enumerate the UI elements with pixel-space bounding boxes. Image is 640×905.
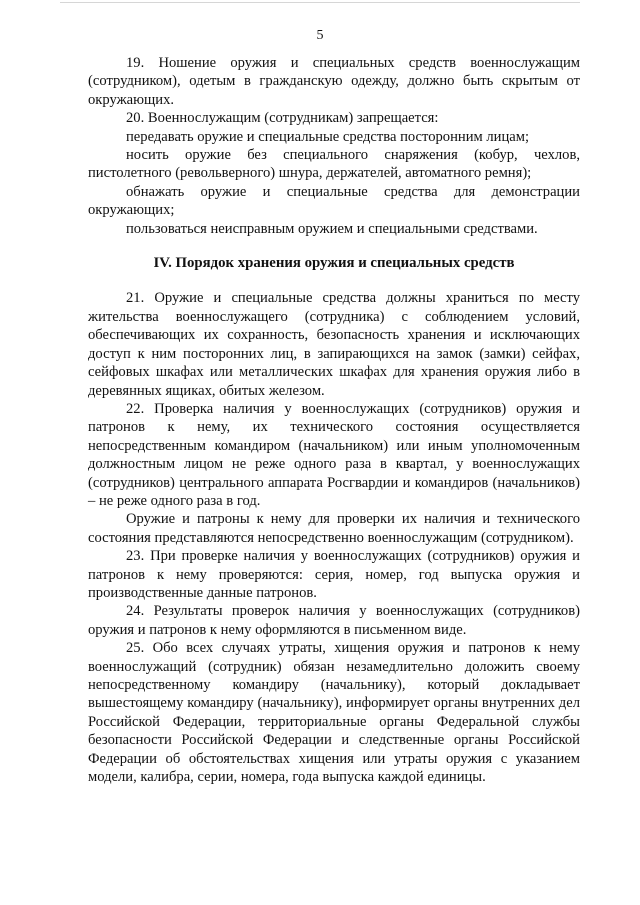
paragraph-21: 21. Оружие и специальные средства должны храниться по месту жительства военнослужащего (сотрудника) с соблюдением условий, обеспечивающих их сохранность, безопасность хранения и исключающих доступ к ним посторонних лиц, в запирающихся на замок (замки) сейфах, сейфовых шкафах или металлических шкафах для хранения оружия либо в деревянных ящиках, обитых железом. [88,290,580,399]
paragraph-22-continuation: Оружие и патроны к нему для проверки их наличия и технического состояния представляются непосредственно военнослужащим (сотрудником). [88,511,580,546]
scan-top-edge [60,2,580,3]
paragraph-22: 22. Проверка наличия у военнослужащих (сотрудников) оружия и патронов к нему, их технического состояния осуществляется непосредственным командиром (начальником) или иным уполномоченным должностным лицом не реже одного раза в квартал, у военнослужащих (сотрудников) центрального аппарата Росгвардии и командиров (начальников) – не реже одного раза в год. [88,400,580,509]
prohibition-item-1: передавать оружие и специальные средства посторонним лицам; [126,128,530,145]
prohibition-item-4: пользоваться неисправным оружием и специальными средствами. [126,220,538,237]
paragraph-19: 19. Ношение оружия и специальных средств военнослужащим (сотрудником), одетым в гражданскую одежду, должно быть скрытым от окружающих. [88,55,580,108]
section-heading: IV. Порядок хранения оружия и специальных средств [153,255,515,272]
page-number: 5 [316,28,324,43]
paragraph-20: 20. Военнослужащим (сотрудникам) запрещается: [126,110,439,127]
paragraph-23: 23. При проверке наличия у военнослужащих (сотрудников) оружия и патронов к нему проверяются: серия, номер, год выпуска оружия и производственные данные патронов. [88,548,580,601]
document-body [88,54,580,786]
prohibition-item-2: носить оружие без специального снаряжения (кобур, чехлов, пистолетного (револьверного) шнура, держателей, автоматного ремня); [88,147,580,182]
prohibition-item-3: обнажать оружие и специальные средства для демонстрации окружающих; [88,183,580,219]
paragraph-24: 24. Результаты проверок наличия у военнослужащих (сотрудников) оружия и патронов к нему оформляются в письменном виде. [88,603,580,638]
paragraph-25: 25. Обо всех случаях утраты, хищения оружия и патронов к нему военнослужащий (сотрудник) обязан незамедлительно доложить своему непосредственному командиру (начальнику), который докладывает вышестоящему командиру (начальнику), информирует органы внутренних дел Российской Федерации, территориальные органы Федеральной службы безопасности Российской Федерации и следственные органы Российской Федерации об обстоятельствах хищения или утраты оружия с указанием модели, калибра, серии, номера, года выпуска каждой единицы. [88,640,580,786]
